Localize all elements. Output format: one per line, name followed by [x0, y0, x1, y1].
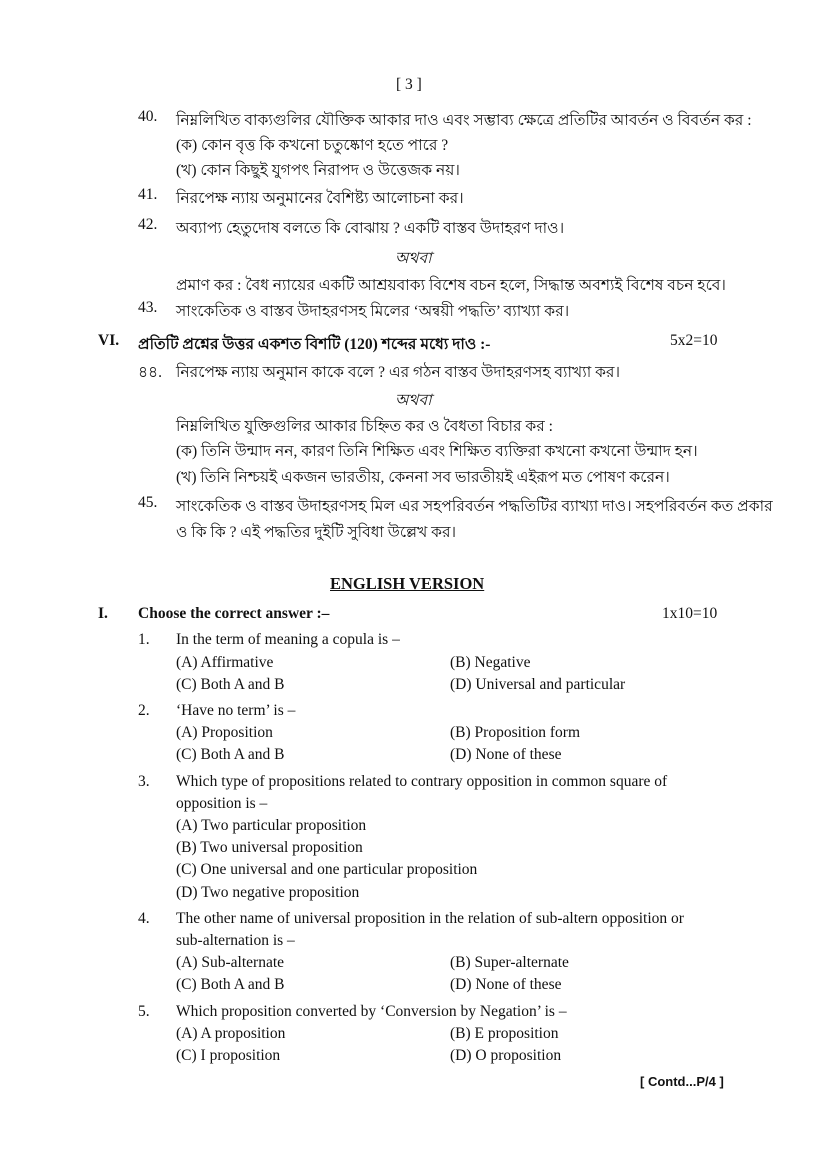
question-text: opposition is – [176, 795, 268, 812]
question-text: The other name of universal proposition in the relation of sub-altern opposition or [176, 910, 684, 927]
section-instruction: Choose the correct answer :– [138, 605, 330, 622]
question-text: Which proposition converted by ‘Conversion by Negation’ is – [176, 1003, 567, 1020]
question-text: In the term of meaning a copula is – [176, 631, 400, 648]
question-text: নিম্নলিখিত বাক্যগুলির যৌক্তিক আকার দাও এবং সম্ভাব্য ক্ষেত্রে প্রতিটির আবর্তন ও বিবর্তন কর : [176, 112, 752, 129]
option-a: (A) Proposition [176, 724, 273, 741]
question-text: প্রমাণ কর : বৈধ ন্যায়ের একটি আশ্রয়বাক্য বিশেষ বচন হলে, সিদ্ধান্ত অবশ্যই বিশেষ বচন হবে। [176, 277, 726, 294]
question-text: ‘Have no term’ is – [176, 702, 296, 719]
option-c: (C) I proposition [176, 1047, 281, 1064]
section-number: I. [98, 605, 108, 622]
option-a: (A) A proposition [176, 1025, 286, 1042]
page-number: [ 3 ] [396, 76, 422, 93]
option-a: (A) Affirmative [176, 654, 274, 671]
option-d: (D) O proposition [450, 1047, 562, 1064]
question-number: 41. [138, 186, 158, 203]
option-a: (A) Sub-alternate [176, 954, 285, 971]
or-separator: অথবা [395, 392, 432, 409]
option-a: (A) Two particular proposition [176, 817, 367, 834]
section-instruction: প্রতিটি প্রশ্নের উত্তর একশত বিশটি (120) শব্দের মধ্যে দাও :- [138, 336, 491, 353]
question-number: 40. [138, 108, 158, 125]
option-b: (B) Proposition form [450, 724, 581, 741]
option-b: (B) Two universal proposition [176, 839, 363, 856]
question-number: 2. [138, 702, 150, 719]
question-number: 4. [138, 910, 150, 927]
option-b: (B) E proposition [450, 1025, 559, 1042]
section-number: VI. [98, 332, 120, 349]
question-number: 43. [138, 299, 158, 316]
question-text: sub-alternation is – [176, 932, 295, 949]
option-c: (C) One universal and one particular proposition [176, 861, 478, 878]
question-text: অব্যাপ্য হেতুদোষ বলতে কি বোঝায় ? একটি বাস্তব উদাহরণ দাও। [176, 220, 565, 237]
option-c: (C) Both A and B [176, 746, 285, 763]
question-text: নিরপেক্ষ ন্যায় অনুমান কাকে বলে ? এর গঠন বাস্তব উদাহরণসহ ব্যাখ্যা কর। [176, 364, 620, 381]
question-number: 1. [138, 631, 150, 648]
option-d: (D) Universal and particular [450, 676, 626, 693]
option-d: (D) None of these [450, 746, 562, 763]
option-d: (D) None of these [450, 976, 562, 993]
question-number: 45. [138, 494, 158, 511]
option-c: (C) Both A and B [176, 976, 285, 993]
option-text: (ক) কোন বৃত্ত কি কখনো চতুষ্কোণ হতে পারে ? [176, 137, 449, 154]
option-text: (ক) তিনি উন্মাদ নন, কারণ তিনি শিক্ষিত এবং শিক্ষিত ব্যক্তিরা কখনো কখনো উন্মাদ হন। [176, 443, 698, 460]
question-text: নিরপেক্ষ ন্যায় অনুমানের বৈশিষ্ট্য আলোচনা কর। [176, 190, 464, 207]
question-text: Which type of propositions related to contrary opposition in common square of [176, 773, 668, 790]
question-number: 5. [138, 1003, 150, 1020]
option-b: (B) Negative [450, 654, 531, 671]
section-marks: 1x10=10 [662, 605, 718, 622]
option-d: (D) Two negative proposition [176, 884, 360, 901]
question-text: নিম্নলিখিত যুক্তিগুলির আকার চিহ্নিত কর ও বৈধতা বিচার কর : [176, 418, 553, 435]
question-text: ও কি কি ? এই পদ্ধতির দুইটি সুবিধা উল্লেখ কর। [176, 524, 457, 541]
question-number: ৪৪. [138, 364, 162, 381]
question-number: 3. [138, 773, 150, 790]
continued-footer: [ Contd...P/4 ] [640, 1074, 724, 1089]
question-number: 42. [138, 216, 158, 233]
option-text: (খ) তিনি নিশ্চয়ই একজন ভারতীয়, কেননা সব ভারতীয়ই এইরূপ মত পোষণ করেন। [176, 469, 670, 486]
or-separator: অথবা [395, 250, 432, 267]
option-c: (C) Both A and B [176, 676, 285, 693]
option-b: (B) Super-alternate [450, 954, 569, 971]
section-marks: 5x2=10 [670, 332, 718, 349]
question-text: সাংকেতিক ও বাস্তব উদাহরণসহ মিলের ‘অন্বয়ী পদ্ধতি’ ব্যাখ্যা কর। [176, 303, 570, 320]
option-text: (খ) কোন কিছুই যুগপৎ নিরাপদ ও উত্তেজক নয়। [176, 162, 460, 179]
question-text: সাংকেতিক ও বাস্তব উদাহরণসহ মিল এর সহপরিবর্তন পদ্ধতিটির ব্যাখ্যা দাও। সহপরিবর্তন কত প্রকার [176, 498, 773, 515]
english-version-heading: ENGLISH VERSION [330, 574, 485, 593]
